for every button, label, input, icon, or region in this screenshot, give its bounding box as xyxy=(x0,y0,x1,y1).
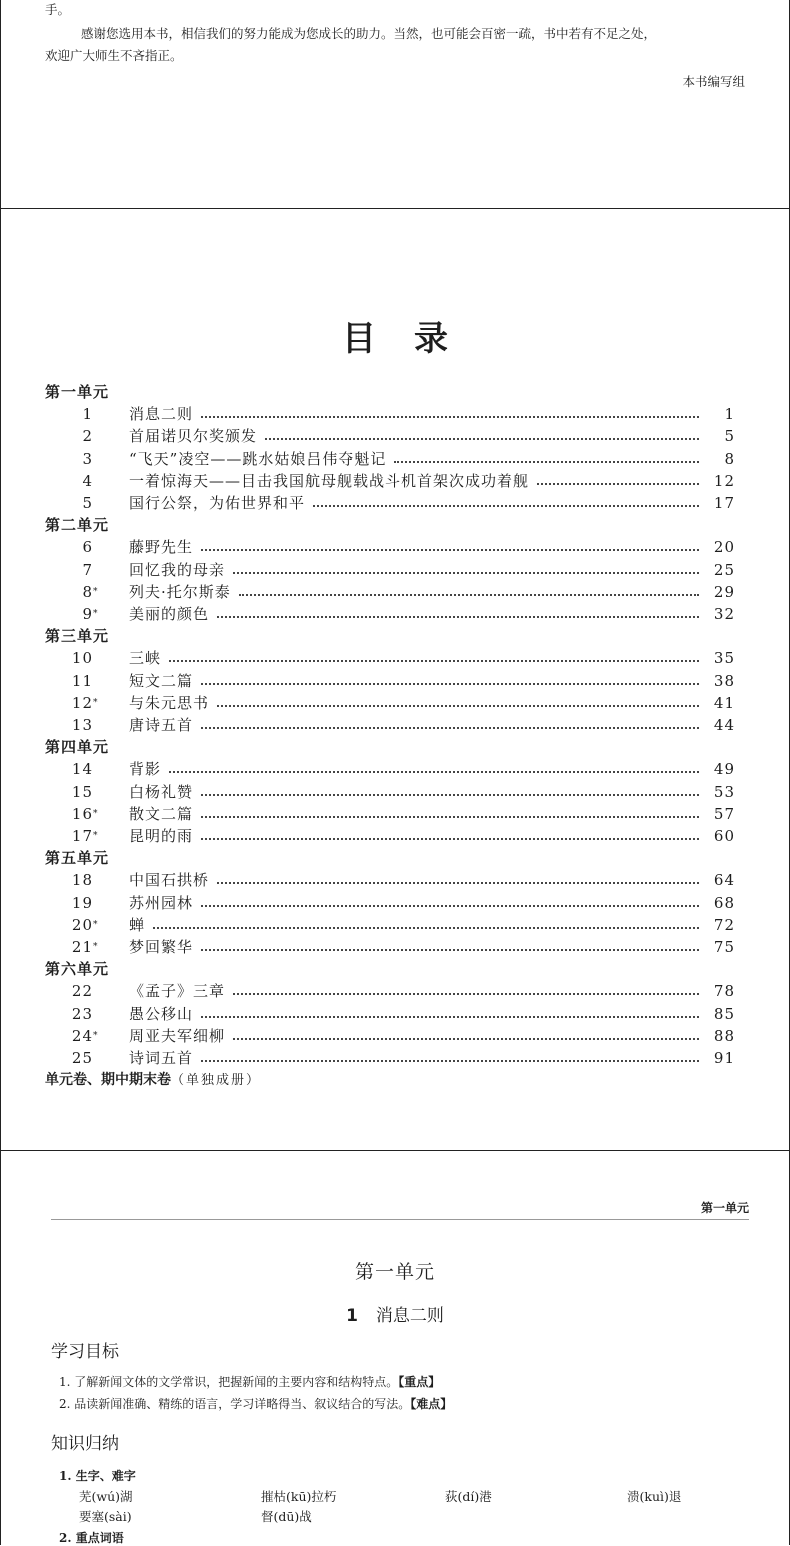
section-heading-objectives: 学习目标 xyxy=(51,1342,119,1362)
objective-tag: 【重点】 xyxy=(398,1375,441,1389)
toc-entry-title: 国行公祭，为佑世界和平 xyxy=(129,494,306,512)
running-head: 第一单元 xyxy=(700,1201,749,1215)
toc-dot-leader xyxy=(233,572,699,574)
toc-entry-page: 78 xyxy=(713,982,735,1001)
toc-dot-leader xyxy=(537,483,699,485)
toc-entry-number-wrap xyxy=(45,470,103,492)
toc-dot-leader xyxy=(217,705,699,707)
toc-dot-leader xyxy=(239,594,699,596)
toc-dot-leader xyxy=(201,794,699,796)
toc-entry[interactable] xyxy=(45,803,735,825)
toc-entry-title: 昆明的雨 xyxy=(129,827,194,845)
toc-entry-number: 16 xyxy=(71,804,93,823)
toc-entry-page: 60 xyxy=(713,827,735,845)
toc-entry-number: 7 xyxy=(82,560,93,579)
toc-entry-title: 短文二篇 xyxy=(129,671,194,690)
toc-entry[interactable] xyxy=(45,647,735,669)
vocab-item: 要塞(sài) xyxy=(79,1509,132,1524)
toc-entry[interactable] xyxy=(45,492,735,514)
toc-entry-number-wrap xyxy=(45,603,103,625)
toc-entry-page: 85 xyxy=(713,1004,735,1023)
lesson-heading xyxy=(1,1301,789,1326)
toc-entry-number-wrap xyxy=(45,425,103,447)
toc-entry-number-wrap xyxy=(45,1025,103,1047)
toc-entry-number-wrap xyxy=(45,692,103,714)
header-rule xyxy=(51,1219,749,1220)
toc-entry-number-wrap xyxy=(45,448,103,470)
preface-signature: 本书编写组 xyxy=(682,74,745,89)
toc-entry[interactable] xyxy=(45,892,735,914)
toc-entry-page: 49 xyxy=(713,760,735,779)
toc-entry-number-wrap xyxy=(45,781,103,803)
toc-title: 目录 xyxy=(342,319,486,359)
toc-dot-leader xyxy=(394,461,699,463)
toc-entry-title: 周亚夫军细柳 xyxy=(129,1026,226,1045)
toc-dot-leader xyxy=(169,771,699,773)
toc-entry[interactable] xyxy=(45,825,735,847)
lesson-number: 1 xyxy=(346,1306,358,1326)
toc-entry[interactable] xyxy=(45,536,735,558)
toc-unit-heading: 第四单元 xyxy=(45,738,110,757)
toc-entry-number-wrap xyxy=(45,714,103,736)
toc-entry-number: 15 xyxy=(71,782,93,801)
toc-entry-star: * xyxy=(93,609,99,619)
toc-entry-title: 梦回繁华 xyxy=(129,938,194,956)
toc-entry-page: 29 xyxy=(713,582,735,601)
toc-dot-leader xyxy=(201,816,699,818)
toc-entry-number: 9 xyxy=(82,605,93,623)
toc-entry-page: 41 xyxy=(713,693,735,712)
toc-footer-label: 单元卷、期中期末卷 xyxy=(45,1072,171,1089)
toc-entry-number: 20 xyxy=(71,915,93,934)
toc-entry-title: 回忆我的母亲 xyxy=(129,560,226,579)
toc-entry-page: 68 xyxy=(713,893,735,912)
objective-tag: 【难点】 xyxy=(410,1397,453,1411)
toc-entry[interactable] xyxy=(45,1047,735,1069)
toc-unit-heading: 第六单元 xyxy=(45,960,110,979)
toc-entry[interactable] xyxy=(45,470,735,492)
toc-entry[interactable] xyxy=(45,425,735,447)
toc-entry-page: 44 xyxy=(713,716,735,734)
toc-entry-title: 列夫·托尔斯泰 xyxy=(129,582,231,601)
toc-page xyxy=(0,209,790,1151)
toc-dot-leader xyxy=(201,838,699,840)
toc-entry-number: 19 xyxy=(71,893,93,912)
toc-entry-title: 苏州园林 xyxy=(129,893,194,912)
toc-entry[interactable] xyxy=(45,603,735,625)
toc-entry-star: * xyxy=(93,831,99,841)
toc-entry-title: 首届诺贝尔奖颁发 xyxy=(129,427,258,446)
toc-entry-star: * xyxy=(93,586,99,597)
toc-unit-heading: 第三单元 xyxy=(45,627,110,646)
toc-entry-title: 《孟子》三章 xyxy=(129,982,226,1001)
toc-entry[interactable] xyxy=(45,403,735,425)
toc-entry-number-wrap xyxy=(45,403,103,425)
toc-footer-note: （单独成册） xyxy=(171,1073,262,1089)
toc-dot-leader xyxy=(201,416,699,418)
toc-entry[interactable] xyxy=(45,758,735,780)
toc-entry-number-wrap xyxy=(45,892,103,914)
toc-entry-page: 57 xyxy=(713,804,735,823)
toc-entry-number: 11 xyxy=(71,671,93,690)
vocab-item: 摧枯(kū)拉朽 xyxy=(261,1489,337,1504)
toc-entry-star: * xyxy=(93,697,99,708)
toc-entry-title: 诗词五首 xyxy=(129,1049,194,1067)
chapter-page xyxy=(0,1151,790,1545)
preface-line: 感谢您选用本书，相信我们的努力能成为您成长的助力。当然，也可能会百密一疏，书中若有不足之处， xyxy=(81,26,657,41)
toc-entry[interactable] xyxy=(45,1025,735,1047)
toc-entry[interactable] xyxy=(45,914,735,936)
toc-entry-number: 22 xyxy=(71,982,93,1001)
toc-entry-title: 与朱元思书 xyxy=(129,693,210,712)
objective-text: 2. 品读新闻准确、精练的语言，学习详略得当、叙议结合的写法。 xyxy=(59,1397,411,1411)
toc-entry-number-wrap xyxy=(45,492,103,514)
vocab-item: 芜(wú)湖 xyxy=(79,1489,133,1504)
toc-entry-number: 6 xyxy=(82,538,93,557)
toc-entry-number: 24 xyxy=(71,1026,93,1045)
toc-entry-number: 25 xyxy=(71,1049,93,1067)
toc-unit-heading: 第五单元 xyxy=(45,849,110,868)
toc-entry-title: 背影 xyxy=(129,760,162,779)
toc-entry-title: 美丽的颜色 xyxy=(129,605,210,623)
toc-entry-title: 白杨礼赞 xyxy=(129,782,194,801)
toc-entry[interactable] xyxy=(45,1003,735,1025)
toc-entry-number: 12 xyxy=(71,693,93,712)
toc-entry-star: * xyxy=(93,919,99,930)
toc-entry-title: 蝉 xyxy=(129,915,146,934)
vocab-item: 溃(kuì)退 xyxy=(627,1489,682,1504)
toc-entry-page: 53 xyxy=(713,782,735,801)
toc-dot-leader xyxy=(217,616,699,618)
toc-entry-number: 8 xyxy=(82,582,93,601)
toc-entry-number: 17 xyxy=(71,827,93,845)
toc-entry-number: 18 xyxy=(71,871,93,890)
toc-entry-page: 25 xyxy=(713,560,735,579)
toc-entry-title: “飞天”凌空——跳水姑娘吕伟夺魁记 xyxy=(129,449,387,468)
toc-entry-number-wrap xyxy=(45,581,103,603)
toc-entry-title: 唐诗五首 xyxy=(129,716,194,734)
toc-entry[interactable] xyxy=(45,692,735,714)
toc-entry[interactable] xyxy=(45,581,735,603)
toc-entry-star: * xyxy=(93,1030,99,1041)
toc-entry-number-wrap xyxy=(45,647,103,669)
toc-dot-leader xyxy=(153,927,699,929)
toc-entry-number: 10 xyxy=(71,649,93,668)
toc-entry-number-wrap xyxy=(45,869,103,891)
toc-entry-number-wrap xyxy=(45,936,103,958)
toc-dot-leader xyxy=(233,993,699,995)
toc-entry-page: 8 xyxy=(724,449,735,468)
unit-title: 第一单元 xyxy=(354,1261,435,1283)
toc-entry-page: 17 xyxy=(713,494,735,512)
toc-dot-leader xyxy=(169,660,699,662)
toc-dot-leader xyxy=(313,505,699,507)
toc-entry-number-wrap xyxy=(45,559,103,581)
toc-entry[interactable] xyxy=(45,869,735,891)
toc-entry-page: 5 xyxy=(724,427,735,446)
toc-entry-number-wrap xyxy=(45,825,103,847)
toc-entry-star: * xyxy=(93,942,99,952)
toc-entry-title: 散文二篇 xyxy=(129,804,194,823)
toc-entry-number: 14 xyxy=(71,760,93,779)
toc-dot-leader xyxy=(201,1060,699,1062)
objective-item xyxy=(59,1395,452,1412)
toc-entry-page: 12 xyxy=(713,471,735,490)
toc-entry-number-wrap xyxy=(45,803,103,825)
toc-dot-leader xyxy=(201,905,699,907)
toc-entry[interactable] xyxy=(45,670,735,692)
toc-dot-leader xyxy=(201,1016,699,1018)
vocab-item: 督(dū)战 xyxy=(261,1509,312,1524)
vocab-item: 荻(dí)港 xyxy=(445,1489,492,1504)
toc-entry-title: 消息二则 xyxy=(129,405,194,424)
toc-dot-leader xyxy=(265,438,699,440)
toc-entry-number-wrap xyxy=(45,758,103,780)
toc-entry[interactable] xyxy=(45,559,735,581)
toc-entry-page: 91 xyxy=(713,1049,735,1067)
toc-unit-heading: 第二单元 xyxy=(45,516,110,535)
toc-entry-title: 愚公移山 xyxy=(129,1004,194,1023)
toc-dot-leader xyxy=(201,949,699,951)
toc-entry-number-wrap xyxy=(45,1003,103,1025)
toc-entry[interactable] xyxy=(45,936,735,958)
toc-entry[interactable] xyxy=(45,714,735,736)
toc-dot-leader xyxy=(201,683,699,685)
toc-entry-number: 23 xyxy=(71,1004,93,1023)
toc-footer xyxy=(45,1069,261,1091)
toc-entry-number: 2 xyxy=(82,427,93,446)
toc-entry-number-wrap xyxy=(45,914,103,936)
toc-entry-page: 32 xyxy=(713,605,735,623)
toc-entry-number: 1 xyxy=(82,405,93,424)
toc-entry-number: 5 xyxy=(82,494,93,512)
toc-dot-leader xyxy=(201,727,699,729)
toc-entry-star: * xyxy=(93,808,99,819)
toc-entry-title: 一着惊海天——目击我国航母舰载战斗机首架次成功着舰 xyxy=(129,471,530,490)
toc-dot-leader xyxy=(217,882,699,884)
objective-item xyxy=(59,1373,440,1390)
subsection-heading: 2. 重点词语 xyxy=(59,1531,124,1545)
toc-entry-number: 21 xyxy=(71,938,93,956)
toc-entry-number-wrap xyxy=(45,536,103,558)
toc-entry-page: 38 xyxy=(713,671,735,690)
toc-entry-number: 4 xyxy=(82,471,93,490)
preface-line: 手。 xyxy=(45,2,71,17)
toc-entry[interactable] xyxy=(45,448,735,470)
toc-entry-number-wrap xyxy=(45,1047,103,1069)
toc-entry[interactable] xyxy=(45,980,735,1002)
toc-entry-number-wrap xyxy=(45,670,103,692)
toc-entry-number-wrap xyxy=(45,980,103,1002)
toc-entry-number: 13 xyxy=(71,716,93,734)
toc-unit-heading: 第一单元 xyxy=(45,383,110,401)
toc-entry-page: 1 xyxy=(724,405,735,424)
toc-entry[interactable] xyxy=(45,781,735,803)
lesson-title: 消息二则 xyxy=(375,1306,444,1326)
preface-line: 欢迎广大师生不吝指正。 xyxy=(45,48,183,63)
toc-entry-page: 88 xyxy=(713,1026,735,1045)
toc-entry-page: 35 xyxy=(713,649,735,668)
toc-entry-page: 20 xyxy=(713,538,735,557)
subsection-heading: 1. 生字、难字 xyxy=(59,1469,136,1483)
toc-entry-page: 64 xyxy=(713,871,735,890)
toc-entry-title: 中国石拱桥 xyxy=(129,871,210,890)
toc-dot-leader xyxy=(201,549,699,551)
toc-entry-title: 藤野先生 xyxy=(129,538,194,557)
toc-entry-number: 3 xyxy=(82,449,93,468)
toc-dot-leader xyxy=(233,1038,699,1040)
toc-entry-page: 72 xyxy=(713,915,735,934)
toc-entry-title: 三峡 xyxy=(129,649,162,668)
objective-text: 1. 了解新闻文体的文学常识，把握新闻的主要内容和结构特点。 xyxy=(59,1375,399,1389)
preface-page xyxy=(0,0,790,209)
section-heading-knowledge: 知识归纳 xyxy=(51,1434,119,1454)
toc-entry-page: 75 xyxy=(713,938,735,956)
